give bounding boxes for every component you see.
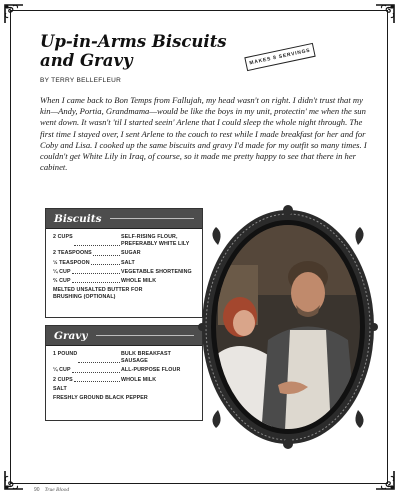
- ingredient-row: [53, 351, 195, 365]
- ingredient-qty: ¼ CUP: [53, 268, 71, 275]
- biscuits-ingredients-box: [45, 208, 203, 318]
- ingredient-row: [53, 377, 195, 384]
- ingredient-row: [53, 367, 195, 374]
- ingredient-name: VEGETABLE SHORTENING: [121, 268, 192, 275]
- ingredient-qty: 2 CUPS: [53, 234, 73, 240]
- header-rule: [110, 218, 194, 219]
- ingredient-qty: 2 TEASPOONS: [53, 250, 92, 257]
- recipe-title: Up-in-Arms Biscuits and Gravy: [40, 32, 227, 70]
- ingredient-name: SALT: [121, 259, 135, 266]
- header-rule: [96, 335, 194, 336]
- ingredient-name: SELF-RISING FLOUR, PREFERABLY WHITE LILY: [121, 234, 190, 248]
- leader-dots: [93, 250, 120, 255]
- corner-flourish-icon: [374, 469, 396, 491]
- ingredient-name: SUGAR: [121, 250, 141, 257]
- ingredient-qty: 2 CUPS: [53, 376, 73, 383]
- ingredient-name: BULK BREAKFAST SAUSAGE: [121, 351, 171, 365]
- intro-paragraph: When I came back to Bon Temps from Fallujah, my head wasn't on right. I didn't trust that my kin—Andy, Portia, Grandmama—would be like the boys in my unit, protectin' me when the sun went down. It wasn't 'til I started seein' Arlene that I could sleep the whole night through. The first time I stayed over, I sent Arlene to the couch to rest while I made breakfast for her and for Coby and Lisa. I cooked up the same biscuits and gravy I'd made for my outfit so many times. I couldn't get White Lily in Iraq, of course, so it made me pretty happy to see that there in her cabinet.: [40, 95, 367, 173]
- ingredient-row: [53, 260, 195, 267]
- gravy-ingredients-box: [45, 325, 203, 421]
- ingredient-row: [53, 269, 195, 276]
- leader-dots: [72, 269, 120, 274]
- ingredient-row: [53, 234, 195, 248]
- leader-dots: [91, 260, 120, 265]
- servings-stamp: MAKES 8 SERVINGS: [244, 43, 315, 71]
- gravy-ingredient-list: [46, 346, 202, 402]
- gravy-heading: Gravy: [54, 329, 88, 342]
- page-footer: [34, 487, 69, 493]
- leader-dots: [78, 351, 120, 363]
- biscuits-ingredient-list: [46, 229, 202, 302]
- corner-flourish-icon: [3, 3, 25, 25]
- ingredient-name: WHOLE MILK: [121, 376, 157, 383]
- ingredient-qty: ¼ CUP: [53, 367, 71, 374]
- ingredient-qty: ⅔ CUP: [53, 278, 71, 285]
- leader-dots: [72, 367, 120, 372]
- ingredient-name: ALL-PURPOSE FLOUR: [121, 367, 181, 374]
- leader-dots: [72, 278, 120, 283]
- ingredient-row: [53, 250, 195, 257]
- leader-dots: [74, 234, 120, 246]
- ingredient-extra: FRESHLY GROUND BLACK PEPPER: [53, 395, 148, 402]
- ornate-oval-photo: [198, 205, 378, 450]
- ingredient-qty: 1 POUND: [53, 351, 78, 357]
- ingredient-row: [53, 278, 195, 285]
- ingredient-extra: SALT: [53, 385, 67, 392]
- ingredient-extra: MELTED UNSALTED BUTTER FOR BRUSHING (OPTIONAL): [53, 287, 143, 301]
- book-title: True Blood: [44, 487, 70, 493]
- leader-dots: [74, 377, 120, 382]
- author-byline: BY TERRY BELLEFLEUR: [40, 77, 122, 84]
- gravy-header: [46, 326, 202, 346]
- page-number: 90: [34, 487, 40, 493]
- biscuits-header: [46, 209, 202, 229]
- biscuits-heading: Biscuits: [54, 212, 102, 225]
- ingredient-name: WHOLE MILK: [121, 278, 157, 285]
- ingredient-qty: ½ TEASPOON: [53, 259, 90, 266]
- corner-flourish-icon: [3, 469, 25, 491]
- corner-flourish-icon: [374, 3, 396, 25]
